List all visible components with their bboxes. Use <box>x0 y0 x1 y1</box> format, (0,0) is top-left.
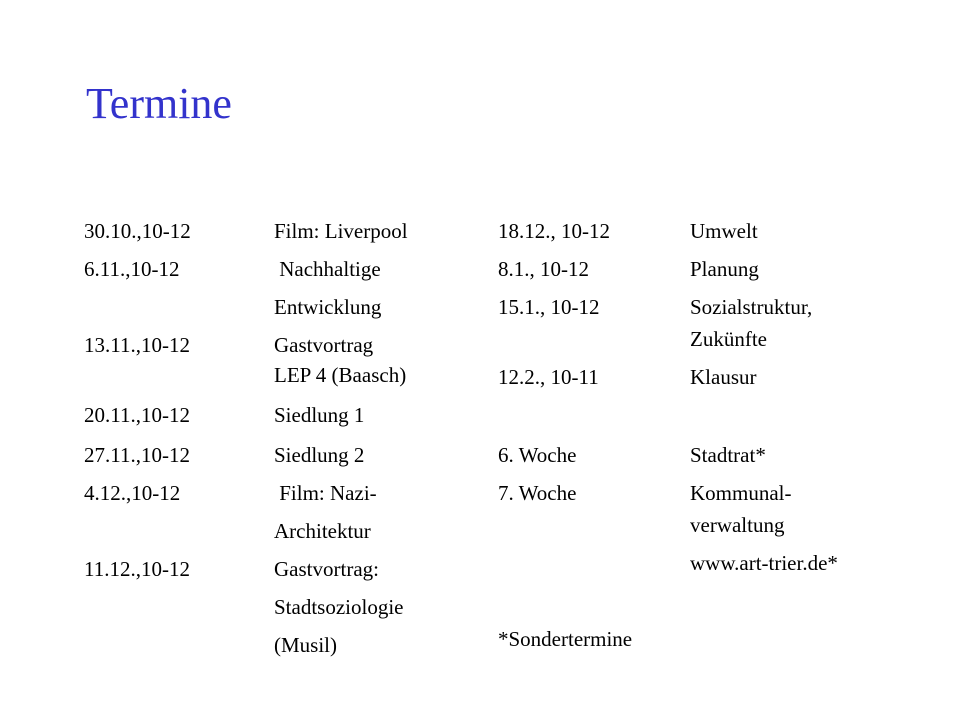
date-10: 15.1., 10-12 <box>498 295 600 319</box>
topic-planung: Planung <box>690 257 759 281</box>
date-4: 20.11.,10-12 <box>84 403 190 427</box>
date-9: 8.1., 10-12 <box>498 257 589 281</box>
topic-klausur: Klausur <box>690 365 757 389</box>
footnote: *Sondertermine <box>498 627 633 651</box>
topic-musil: (Musil) <box>274 633 337 657</box>
page-title: Termine <box>86 79 232 128</box>
topic-siedlung-2: Siedlung 2 <box>274 443 365 467</box>
date-week-7: 7. Woche <box>498 481 577 505</box>
topic-film-liverpool: Film: Liverpool <box>274 219 408 243</box>
topic-nachhaltige: Nachhaltige <box>274 257 381 281</box>
topic-gastvortrag-2: Gastvortrag: <box>274 557 379 581</box>
date-week-6: 6. Woche <box>498 443 577 467</box>
topic-stadtrat: Stadtrat* <box>690 443 766 467</box>
topic-siedlung-1: Siedlung 1 <box>274 403 365 427</box>
topic-kommunal: Kommunal- <box>690 481 792 505</box>
topic-film-nazi: Film: Nazi- <box>274 481 377 505</box>
date-6: 4.12.,10-12 <box>84 481 181 505</box>
link-art-trier[interactable]: www.art-trier.de* <box>690 551 838 575</box>
topic-lep4-baasch: LEP 4 (Baasch) <box>274 363 407 387</box>
topic-umwelt: Umwelt <box>690 219 758 243</box>
date-5: 27.11.,10-12 <box>84 443 190 467</box>
topic-gastvortrag: Gastvortrag <box>274 333 374 357</box>
date-1: 30.10.,10-12 <box>84 219 191 243</box>
topic-sozialstruktur: Sozialstruktur, <box>690 295 813 319</box>
topic-entwicklung: Entwicklung <box>274 295 382 319</box>
date-3: 13.11.,10-12 <box>84 333 190 357</box>
topic-architektur: Architektur <box>274 519 371 543</box>
topic-verwaltung: verwaltung <box>690 513 785 537</box>
topic-zukuenfte: Zukünfte <box>690 327 767 351</box>
topic-stadtsoziologie: Stadtsoziologie <box>274 595 404 619</box>
date-8: 18.12., 10-12 <box>498 219 610 243</box>
date-7: 11.12.,10-12 <box>84 557 190 581</box>
date-2: 6.11.,10-12 <box>84 257 180 281</box>
date-11: 12.2., 10-11 <box>498 365 599 389</box>
